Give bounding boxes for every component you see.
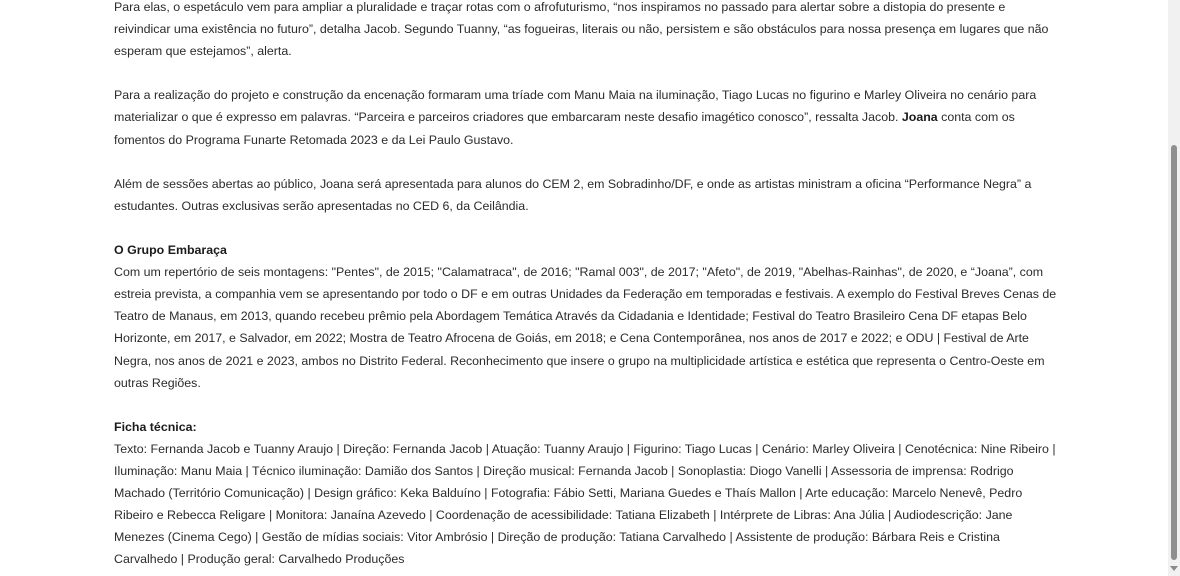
paragraph-production-team [114, 84, 1059, 150]
joana-title-bold: Joana [901, 110, 938, 125]
paragraph-group-history: Com um repertório de seis montagens: "Pentes", de 2015; "Calamatraca", de 2016; "Ramal 003", de 2017; "Afeto", de 2019, "Abelhas-Rainhas", de 2020, e “Joana”, com estreia prevista, a companhia vem se apresentando por todo o DF e em outras Unidades da Federação em temporadas e festivais. A exemplo do Festival Breves Cenas de Teatro de Manaus, em 2013, quando recebeu prêmio pela Abordagem Temática Através da Cidadania e Identidade; Festival do Teatro Brasileiro Cena DF etapas Belo Horizonte, em 2017, e Salvador, em 2022; Mostra de Teatro Afrocena de Goiás, em 2018; e Cena Contemporânea, nos anos de 2017 e 2022; e ODU | Festival de Arte Negra, nos anos de 2021 e 2023, ambos no Distrito Federal. Reconhecimento que insere o grupo na multiplicidade artística e estética que representa o Centro-Oeste em outras Regiões. [114, 265, 1057, 390]
vertical-scrollbar[interactable] [1168, 0, 1180, 576]
paragraph-production-team-text-end: conta com os fomentos do Programa Funarte Retomada 2023 e da Lei Paulo Gustavo. [114, 110, 1015, 147]
paragraph-credits: Texto: Fernanda Jacob e Tuanny Araujo | Direção: Fernanda Jacob | Atuação: Tuanny Araujo | Figurino: Tiago Lucas | Cenário: Marley Oliveira | Cenotécnica: Nine Ribeiro | Iluminação: Manu Maia | Técnico iluminação: Damião dos Santos | Direção musical: Fernanda Jacob | Sonoplastia: Diogo Vanelli | Assessoria de imprensa: Rodrigo Machado (Território Comunicação) | Design gráfico: Keka Balduíno | Fotografia: Fábio Setti, Mariana Guedes e Thaís Mallon | Arte educação: Marcelo Nenevê, Pedro Ribeiro e Rebecca Religare | Monitora: Janaína Azevedo | Coordenação de acessibilidade: Tatiana Elizabeth | Intérprete de Libras: Ana Júlia | Audiodescrição: Jane Menezes (Cinema Cego) | Gestão de mídias sociais: Vitor Ambrósio | Direção de produção: Tatiana Carvalhedo | Assistente de produção: Bárbara Reis e Cristina Carvalhedo | Produção geral: Carvalhedo Produções [114, 441, 1056, 567]
scroll-down-arrow-icon[interactable] [1170, 566, 1178, 571]
scrollbar-thumb[interactable] [1171, 145, 1177, 560]
paragraph-afrofuturism: Para elas, o espetáculo vem para ampliar a pluralidade e traçar rotas com o afrofuturismo, “nos inspiramos no passado para alertar sobre a distopia do presente e reivindicar uma existência no futuro”, detalha Jacob. Segundo Tuanny, “as fogueiras, literais ou não, persistem e são obstáculos para nossa presença em lugares que não esperam que estejamos”, alerta. [114, 0, 1049, 59]
paragraph-production-team-text: Para a realização do projeto e construção da encenação formaram uma tríade com Manu Maia na iluminação, Tiago Lucas no figurino e Marley Oliveira no cenário para materializar o que é expresso em palavras. “Parceira e parceiros criadores que embarcaram neste desafio imagético conosco”, ressalta Jacob. [114, 88, 1037, 125]
credits-heading: Ficha técnica: [114, 419, 197, 434]
group-heading: O Grupo Embaraça [114, 243, 227, 258]
paragraph-sessions: Além de sessões abertas ao público, Joana será apresentada para alunos do CEM 2, em Sobradinho/DF, e onde as artistas ministram a oficina “Performance Negra” a estudantes. Outras exclusivas serão apresentadas no CED 6, da Ceilândia. [114, 176, 1032, 213]
article-body [114, 0, 1059, 570]
